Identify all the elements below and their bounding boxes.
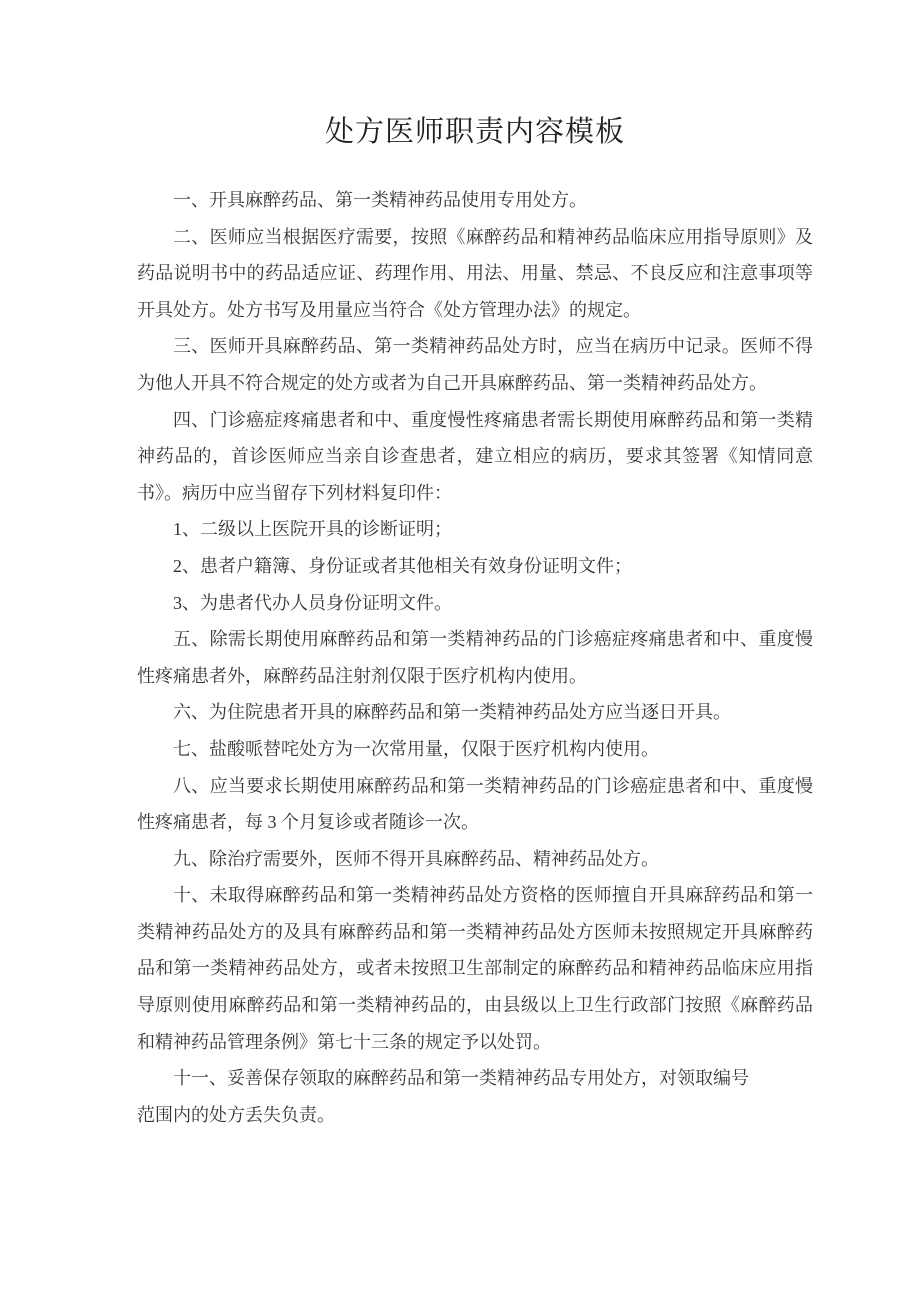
paragraph: 十、未取得麻醉药品和第一类精神药品处方资格的医师擅自开具麻辞药品和第一类精神药品处方的及具有麻醉药品和第一类精神药品处方医师未按照规定开具麻醉药品和第一类精神药品处方，或者未按照卫生部制定的麻醉药品和精神药品临床应用指导原则使用麻醉药品和第一类精神药品的，由县级以上卫生行政部门按照《麻醉药品和精神药品管理条例》第七十三条的规定予以处罚。 bbox=[137, 885, 813, 1052]
paragraph: 3、为患者代办人员身份证明文件。 bbox=[173, 592, 452, 613]
document-title: 处方医师职责内容模板 bbox=[324, 116, 625, 148]
paragraph: 二、医师应当根据医疗需要，按照《麻醉药品和精神药品临床应用指导原则》及药品说明书中的药品适应证、药理作用、用法、用量、禁忌、不良反应和注意事项等开具处方。处方书写及用量应当符合《处方管理办法》的规定。 bbox=[137, 226, 813, 320]
paragraph: 十一、妥善保存领取的麻醉药品和第一类精神药品专用处方，对领取编号 bbox=[173, 1068, 749, 1089]
paragraph: 一、开具麻醉药品、第一类精神药品使用专用处方。 bbox=[173, 190, 587, 210]
document-body bbox=[137, 182, 813, 1133]
paragraph: 三、医师开具麻醉药品、第一类精神药品处方时，应当在病历中记录。医师不得为他人开具不符合规定的处方或者为自己开具麻醉药品、第一类精神药品处方。 bbox=[137, 336, 813, 393]
paragraph: 七、盐酸哌替咤处方为一次常用量，仅限于医疗机构内使用。 bbox=[173, 738, 659, 759]
paragraph: 范围内的处方丢失负责。 bbox=[137, 1104, 335, 1125]
paragraph: 五、除需长期使用麻醉药品和第一类精神药品的门诊癌症疼痛患者和中、重度慢性疼痛患者外，麻醉药品注射剂仅限于医疗机构内使用。 bbox=[137, 629, 813, 686]
document-content bbox=[137, 109, 813, 1133]
paragraph: 2、患者户籍簿、身份证或者其他相关有效身份证明文件； bbox=[173, 555, 632, 576]
paragraph: 四、门诊癌症疼痛患者和中、重度慢性疼痛患者需长期使用麻醉药品和第一类精神药品的，首诊医师应当亲自诊查患者，建立相应的病历，要求其签署《知情同意书》。病历中应当留存下列材料复印件： bbox=[137, 409, 813, 503]
paragraph: 九、除治疗需要外，医师不得开具麻醉药品、精神药品处方。 bbox=[173, 848, 659, 869]
paragraph: 1、二级以上医院开具的诊断证明； bbox=[173, 519, 452, 540]
paragraph: 八、应当要求长期使用麻醉药品和第一类精神药品的门诊癌症患者和中、重度慢性疼痛患者，每 3 个月复诊或者随诊一次。 bbox=[137, 775, 813, 833]
paragraph: 六、为住院患者开具的麻醉药品和第一类精神药品处方应当逐日开具。 bbox=[173, 702, 731, 723]
